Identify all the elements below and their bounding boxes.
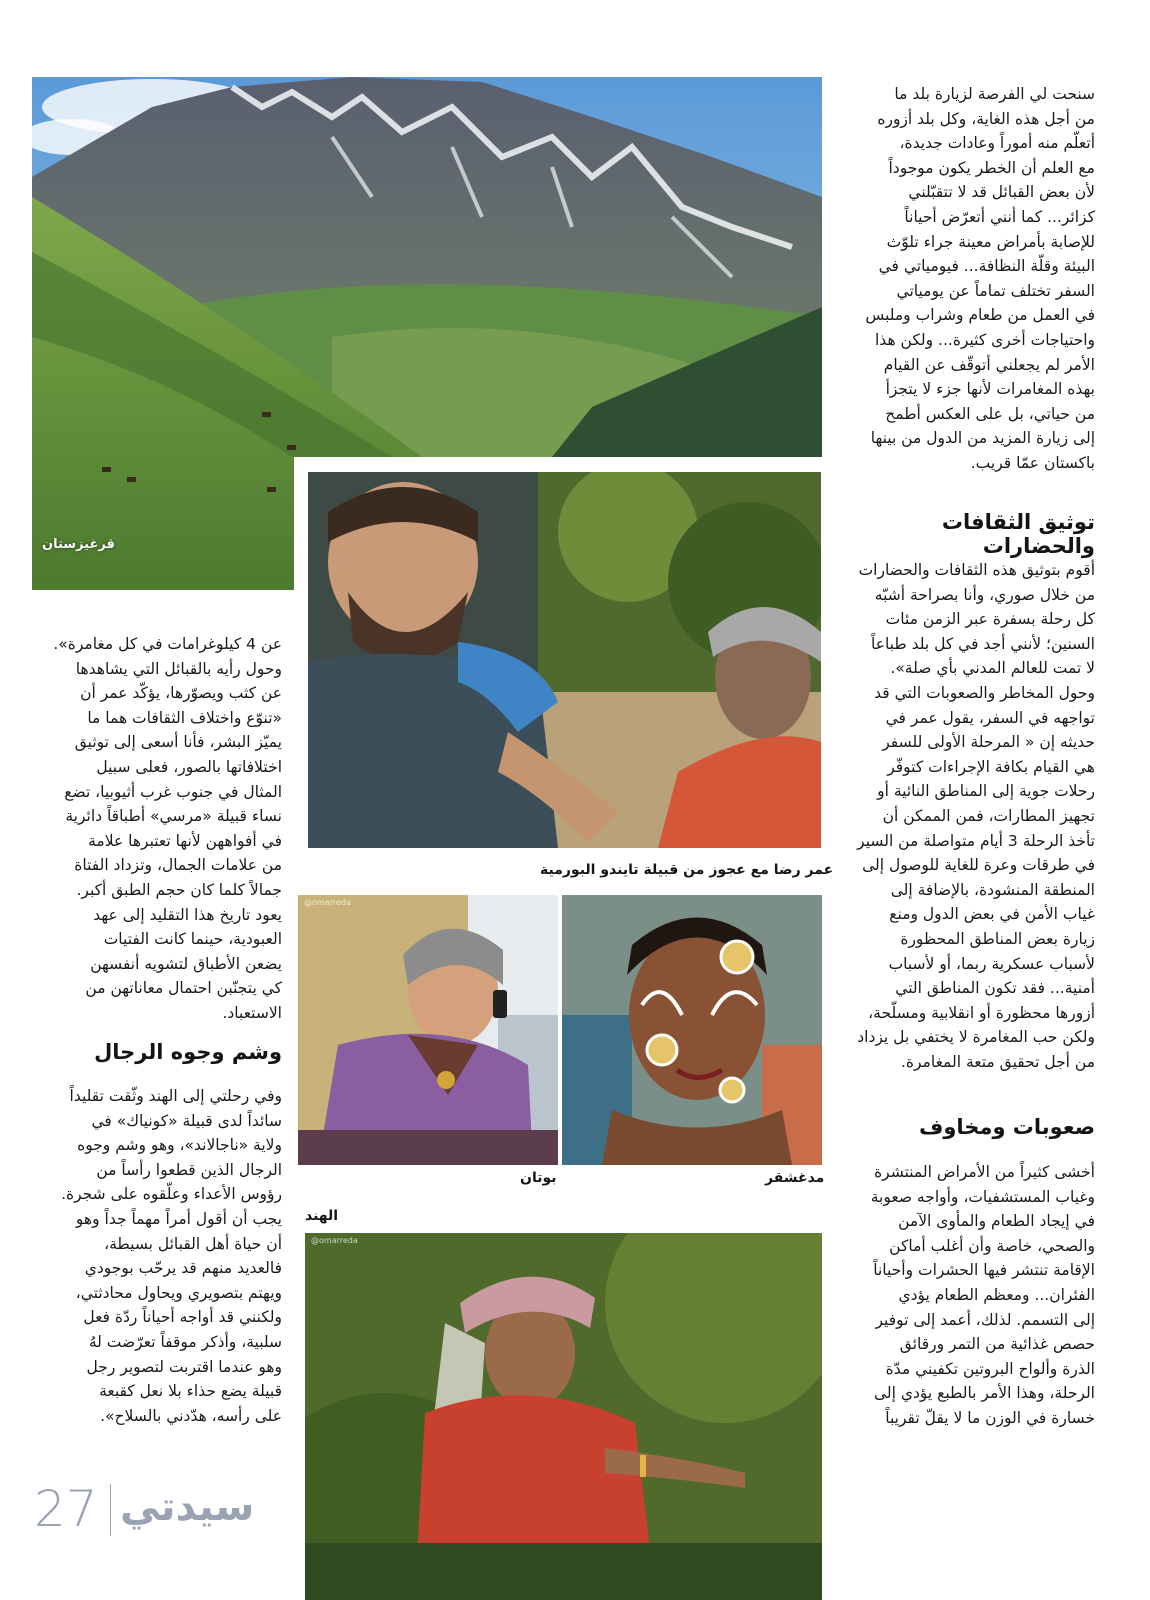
- article-paragraph-intro: سنحت لي الفرصة لزيارة بلد ما من أجل هذه الغاية، وكل بلد أزوره أتعلّم منه أموراً وعادات جديدة، مع العلم أن الخطر يكون موجوداً لأن بعض القبائل قد لا تتقبّلني كزائر... كما أنني أتعرّض أحياناً للإصابة بأمراض معينة جراء تلوّث البيئة وقلّة النظافة... فيومياتي في السفر تختلف تماماً عن يومياتي في العمل من طعام وشراب وملبس واحتياجات أخرى كثيرة... ولكن هذا الأمر لم يجعلني أتوقّف عن القيام بهذه المغامرات لأنها جزء لا يتجزأ من حياتي، بل على العكس أطمح إلى زيارة المزيد من الدول من بينها باكستان عمّا قريب.: [865, 85, 1095, 472]
- madagascar-woman-image: [562, 895, 822, 1165]
- tribe-meeting-image: [308, 472, 821, 848]
- photo-watermark: @omarreda: [304, 898, 351, 907]
- footer-divider: [110, 1484, 111, 1536]
- section-heading-tattoo: وشم وجوه الرجال: [94, 1040, 282, 1064]
- photo-tribe-meeting: [308, 472, 821, 848]
- magazine-logo: سيدتي: [120, 1484, 255, 1530]
- photo-madagascar: [562, 895, 822, 1165]
- photo-watermark-india: @omarreda: [311, 1236, 358, 1245]
- section-heading-documenting: توثيق الثقافات والحضارات: [941, 510, 1095, 558]
- photo-bhutan: [298, 895, 558, 1165]
- section-heading-difficulties: صعوبات ومخاوف: [918, 1115, 1095, 1139]
- photo-caption-india: الهند: [305, 1208, 339, 1224]
- article-paragraph-difficulties: أخشى كثيراً من الأمراض المنتشرة وغياب المستشفيات، وأواجه صعوبة في إيجاد الطعام والمأوى الآمن والصحي، خاصة وأن أغلب أماكن الإقامة تنتشر فيها الحشرات وأحياناً الفئران... ومعظم الطعام يؤدي إلى التسمم. لذلك، أعمد إلى توفير حصص غذائية من التمر ورقائق الذرة وألواح البروتين تكفيني مدّة الرحلة، وهذا الأمر بالطبع يؤدي إلى خسارة في الوزن ما لا يقلّ تقريباً: [870, 1163, 1095, 1427]
- photo-india: [305, 1233, 822, 1600]
- article-paragraph-tattoo: وفي رحلتي إلى الهند وثّقت تقليداً سائداً لدى قبيلة «كونياك» في ولاية «ناجالاند»، وهو وشم وجوه الرجال الذين قطعوا رأساً من رؤوس الأعداء وعلّقوه على شجرة. يجب أن أقول أمراً مهماً جداً وهو أن حياة أهل القبائل بسيطة، فالعديد منهم قد يرحّب بوجودي ويهتم بتصويري ويحاول محادثتي، ولكنني قد أواجه أحياناً ردّة فعل سلبية، وأذكر موقفاً تعرّضت لهُ وهو عندما اقتربت لتصوير رجل قبيلة يضع حذاء بلا نعل كقبعة على رأسه، هدّدني بالسلاح».: [61, 1087, 282, 1425]
- page-number: 27: [34, 1480, 98, 1538]
- photo-caption-tribe: عمر رضا مع عجوز من قبيلة تايندو البورمية: [540, 862, 834, 878]
- photo-caption-bhutan: بوتان: [520, 1170, 557, 1186]
- article-paragraph-cultures: عن 4 كيلوغرامات في كل مغامرة». وحول رأيه بالقبائل التي يشاهدها عن كثب ويصوّرها، يؤكّد عمر أن «تنوّع واختلاف الثقافات هما ما يميّز البشر، فأنا أسعى إلى توثيق اختلافاتها بالصور، فعلى سبيل المثال في جنوب غرب أثيوبيا، تضع نساء قبيلة «مرسي» أطباقاً دائرية في أفواههن لأنها تعتبرها علامة من علامات الجمال، وتزداد الفتاة جمالاً كلما كان حجم الطبق أكبر. يعود تاريخ هذا التقليد إلى عهد العبودية، حينما كانت الفتيات يضعن الأطباق لتشويه أنفسهن كي يتجنّبن احتمال معاناتهن من الاستعباد.: [53, 635, 282, 1022]
- photo-caption-madagascar: مدغشقر: [765, 1170, 825, 1186]
- india-tea-picker-image: [305, 1233, 822, 1600]
- bhutan-woman-image: [298, 895, 558, 1165]
- article-paragraph-documenting: أقوم بتوثيق هذه الثقافات والحضارات من خلال صوري، وأنا بصراحة أشبّه كل رحلة بسفرة عبر الزمن مئات السنين؛ لأنني أجد في كل بلد طباعاً لا تمت للعالم المدني بأي صلة». وحول المخاطر والصعوبات التي قد تواجهه في السفر، يقول عمر في حديثه إن « المرحلة الأولى للسفر هي القيام بكافة الإجراءات كتوفّر رحلات جوية إلى المناطق النائية أو تجهيز المطارات، فمن الممكن أن تأخذ الرحلة 3 أيام متواصلة من السير في طرقات وعرة للغاية للوصول إلى المنطقة المنشودة، بالإضافة إلى غياب الأمن في بعض الدول ومنع زيارة بعض المناطق المحظورة لأسباب عسكرية ربما، أو لأسباب أمنية... فقد تكون المناطق التي أزورها محظورة أو انقلابية ومسلّحة، ولكن حب المغامرة لا يختفي بل يزداد من أجل تحقيق متعة المغامرة.: [857, 561, 1095, 1071]
- photo-caption-kyrgyzstan: قرغيزستان: [42, 537, 115, 552]
